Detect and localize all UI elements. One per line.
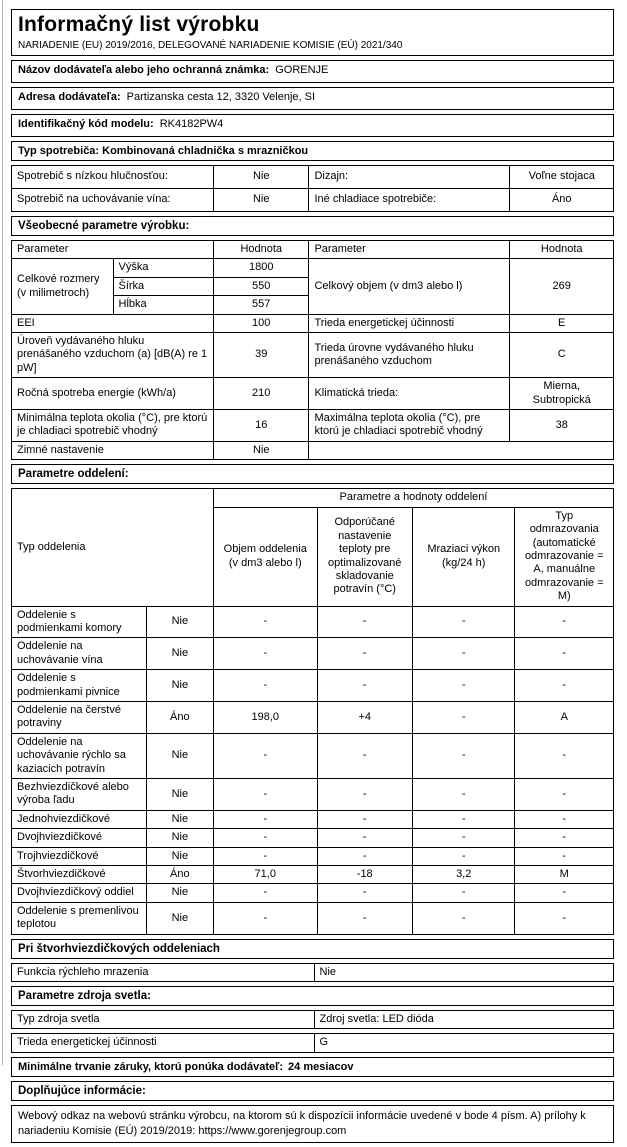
product-fiche-document	[11, 9, 614, 1147]
param-value: G	[314, 1034, 614, 1052]
dimension-name: Šírka	[113, 277, 214, 295]
param-value: 210	[214, 378, 309, 410]
column-header: Typ oddelenia	[12, 489, 214, 606]
model-id-value: RK4182PW4	[159, 118, 224, 130]
compartment-freeze-capacity: 3,2	[412, 866, 515, 884]
compartments-table	[11, 488, 614, 934]
compartment-name: Dvojhviezdičkový oddiel	[12, 884, 147, 902]
section-general-params: Všeobecné parametre výrobku:	[11, 216, 614, 236]
table-row	[12, 963, 614, 981]
compartment-name: Dvojhviezdičkové	[12, 829, 147, 847]
table-row	[12, 606, 614, 638]
table-row	[12, 829, 614, 847]
param-value: Áno	[510, 189, 614, 212]
light-efficiency-table	[11, 1033, 614, 1052]
section-compartments: Parametre oddelení:	[11, 464, 614, 484]
param-label: Trieda úrovne vydávaného hluku prenášaného vzduchom	[309, 333, 510, 378]
compartment-volume: -	[213, 779, 317, 811]
compartment-name: Oddelenie s podmienkami pivnice	[12, 670, 147, 702]
title-block	[11, 9, 614, 56]
compartment-temp: -	[317, 779, 412, 811]
compartment-defrost-type: A	[515, 701, 614, 733]
column-header: Typ odmrazovania (automatické odmrazovanie = A, manuálne odmrazovanie = M)	[515, 507, 614, 606]
table-row	[12, 378, 614, 410]
compartment-defrost-type: -	[515, 829, 614, 847]
compartment-present: Nie	[146, 829, 213, 847]
compartment-freeze-capacity: -	[412, 847, 515, 865]
compartment-defrost-type: -	[515, 810, 614, 828]
compartment-defrost-type: -	[515, 733, 614, 778]
fast-freeze-table	[11, 963, 614, 982]
compartment-volume: 71,0	[213, 866, 317, 884]
compartment-present: Nie	[146, 733, 213, 778]
window-edge-line	[2, 0, 3, 1065]
compartment-present: Nie	[146, 638, 213, 670]
compartment-freeze-capacity: -	[412, 779, 515, 811]
compartment-name: Oddelenie na uchovávanie rýchlo sa kaziacich potravín	[12, 733, 147, 778]
param-label: Spotrebič na uchovávanie vína:	[12, 189, 214, 212]
supplier-name-value: GORENJE	[275, 64, 329, 76]
compartment-name: Štvorhviezdičkové	[12, 866, 147, 884]
appliance-type-row: Typ spotrebiča: Kombinovaná chladnička s mrazničkou	[11, 141, 614, 161]
dimension-value: 550	[214, 277, 309, 295]
model-id-row	[11, 114, 614, 137]
supplier-address-row	[11, 87, 614, 110]
param-value: Nie	[214, 441, 309, 459]
compartment-present: Nie	[146, 847, 213, 865]
compartment-temp: -	[317, 638, 412, 670]
warranty-label: Minimálne trvanie záruky, ktorú ponúka dodávateľ:	[18, 1060, 284, 1073]
compartment-defrost-type: -	[515, 884, 614, 902]
total-volume-label: Celkový objem (v dm3 alebo l)	[309, 259, 510, 314]
table-row	[12, 638, 614, 670]
param-label: Trieda energetickej účinnosti	[12, 1034, 315, 1052]
dimension-name: Hĺbka	[113, 296, 214, 314]
table-row	[12, 902, 614, 934]
compartment-present: Áno	[146, 866, 213, 884]
compartment-present: Nie	[146, 670, 213, 702]
compartment-freeze-capacity: -	[412, 810, 515, 828]
compartment-freeze-capacity: -	[412, 606, 515, 638]
param-label: Typ zdroja svetla	[12, 1011, 315, 1029]
compartment-name: Jednohviezdičkové	[12, 810, 147, 828]
compartment-volume: -	[213, 638, 317, 670]
column-header: Parameter	[12, 241, 214, 259]
compartment-defrost-type: -	[515, 606, 614, 638]
compartment-volume: -	[213, 902, 317, 934]
table-header-row	[12, 489, 614, 507]
param-label: Ročná spotreba energie (kWh/a)	[12, 378, 214, 410]
dimensions-label: Celkové rozmery (v milimetroch)	[12, 259, 114, 314]
total-volume-value: 269	[510, 259, 614, 314]
column-header: Mraziaci výkon (kg/24 h)	[412, 507, 515, 606]
compartment-volume: -	[213, 847, 317, 865]
compartment-temp: -	[317, 829, 412, 847]
column-header: Objem oddelenia (v dm3 alebo l)	[213, 507, 317, 606]
manufacturer-website-note: Webový odkaz na webovú stránku výrobcu, na ktorom sú k dispozícii informácie uvedené v bode 4 písm. A) prílohy k nariadeniu Komisie (EÚ) 2019/2019: https://www.gorenjegroup.com	[11, 1105, 614, 1143]
supplier-name-row	[11, 60, 614, 83]
param-label: Trieda energetickej účinnosti	[309, 314, 510, 332]
param-label: Minimálna teplota okolia (°C), pre ktorú je chladiaci spotrebič vhodný	[12, 410, 214, 442]
group-header: Parametre a hodnoty oddelení	[213, 489, 613, 507]
compartment-defrost-type: M	[515, 866, 614, 884]
compartment-freeze-capacity: -	[412, 670, 515, 702]
regulation-subtitle: NARIADENIE (EU) 2019/2016, DELEGOVANÉ NARIADENIE KOMISIE (EÚ) 2021/340	[18, 40, 403, 51]
table-row	[12, 1034, 614, 1052]
param-label: Úroveň vydávaného hluku prenášaného vzduchom (a) [dB(A) re 1 pW]	[12, 333, 214, 378]
page-title: Informačný list výrobku	[18, 13, 260, 36]
model-id-label: Identifikačný kód modelu:	[18, 118, 154, 130]
table-row	[12, 314, 614, 332]
compartment-name: Bezhviezdičkové alebo výroba ľadu	[12, 779, 147, 811]
table-row	[12, 410, 614, 442]
param-value: C	[510, 333, 614, 378]
table-row	[12, 847, 614, 865]
table-row	[12, 701, 614, 733]
section-light-source: Parametre zdroja svetla:	[11, 986, 614, 1006]
empty-cell	[309, 441, 614, 459]
column-header: Parameter	[309, 241, 510, 259]
compartment-volume: -	[213, 884, 317, 902]
param-value: Zdroj svetla: LED dióda	[314, 1011, 614, 1029]
section-additional-info: Doplňujúce informácie:	[11, 1081, 614, 1101]
compartment-defrost-type: -	[515, 670, 614, 702]
table-row	[12, 1011, 614, 1029]
compartment-volume: -	[213, 670, 317, 702]
compartment-temp: -	[317, 884, 412, 902]
table-row	[12, 884, 614, 902]
compartment-defrost-type: -	[515, 779, 614, 811]
column-header: Odporúčané nastavenie teploty pre optimalizované skladovanie potravín (°C)	[317, 507, 412, 606]
compartment-temp: -	[317, 810, 412, 828]
dimension-name: Výška	[113, 259, 214, 277]
light-source-table	[11, 1010, 614, 1029]
param-label: Zimné nastavenie	[12, 441, 214, 459]
param-label: EEI	[12, 314, 214, 332]
compartment-name: Trojhviezdičkové	[12, 847, 147, 865]
warranty-value: 24 mesiacov	[288, 1060, 354, 1073]
table-row	[12, 733, 614, 778]
compartment-temp: +4	[317, 701, 412, 733]
compartment-present: Nie	[146, 606, 213, 638]
compartment-present: Áno	[146, 701, 213, 733]
param-value: Mierna, Subtropická	[510, 378, 614, 410]
param-label: Iné chladiace spotrebiče:	[309, 189, 510, 212]
general-params-table	[11, 240, 614, 460]
table-row	[12, 166, 614, 189]
compartment-present: Nie	[146, 810, 213, 828]
compartment-temp: -	[317, 670, 412, 702]
supplier-address-value: Partizanska cesta 12, 3320 Velenje, SI	[126, 91, 316, 103]
section-four-star: Pri štvorhviezdičkových oddeleniach	[11, 939, 614, 959]
compartment-defrost-type: -	[515, 847, 614, 865]
param-value: 39	[214, 333, 309, 378]
compartment-freeze-capacity: -	[412, 733, 515, 778]
compartment-temp: -18	[317, 866, 412, 884]
compartment-volume: -	[213, 829, 317, 847]
column-header: Hodnota	[214, 241, 309, 259]
param-value: 16	[214, 410, 309, 442]
dimension-value: 557	[214, 296, 309, 314]
param-label: Funkcia rýchleho mrazenia	[12, 963, 315, 981]
param-value: 100	[214, 314, 309, 332]
param-value: Nie	[214, 189, 309, 212]
table-row	[12, 441, 614, 459]
param-label: Maximálna teplota okolia (°C), pre ktorú je chladiaci spotrebič vhodný	[309, 410, 510, 442]
warranty-row	[11, 1057, 614, 1077]
compartment-name: Oddelenie s premenlivou teplotou	[12, 902, 147, 934]
quick-params-table	[11, 165, 614, 212]
compartment-name: Oddelenie na čerstvé potraviny	[12, 701, 147, 733]
table-row	[12, 259, 614, 277]
compartment-present: Nie	[146, 884, 213, 902]
compartment-temp: -	[317, 733, 412, 778]
compartment-name: Oddelenie na uchovávanie vína	[12, 638, 147, 670]
compartment-present: Nie	[146, 779, 213, 811]
compartment-freeze-capacity: -	[412, 701, 515, 733]
compartment-volume: 198,0	[213, 701, 317, 733]
compartment-temp: -	[317, 847, 412, 865]
compartment-freeze-capacity: -	[412, 884, 515, 902]
table-row	[12, 333, 614, 378]
table-row	[12, 670, 614, 702]
compartment-freeze-capacity: -	[412, 638, 515, 670]
compartment-volume: -	[213, 606, 317, 638]
compartment-defrost-type: -	[515, 902, 614, 934]
param-label: Klimatická trieda:	[309, 378, 510, 410]
column-header: Hodnota	[510, 241, 614, 259]
compartment-name: Oddelenie s podmienkami komory	[12, 606, 147, 638]
compartment-volume: -	[213, 733, 317, 778]
param-value: Nie	[214, 166, 309, 189]
param-label: Spotrebič s nízkou hlučnosťou:	[12, 166, 214, 189]
param-label: Dizajn:	[309, 166, 510, 189]
compartment-freeze-capacity: -	[412, 902, 515, 934]
dimension-value: 1800	[214, 259, 309, 277]
param-value: E	[510, 314, 614, 332]
table-row	[12, 779, 614, 811]
table-header-row	[12, 241, 614, 259]
compartment-defrost-type: -	[515, 638, 614, 670]
compartment-temp: -	[317, 902, 412, 934]
supplier-address-label: Adresa dodávateľa:	[18, 91, 121, 103]
supplier-name-label: Názov dodávateľa alebo jeho ochranná známka:	[18, 64, 270, 76]
compartment-temp: -	[317, 606, 412, 638]
param-value: Nie	[314, 963, 614, 981]
table-row	[12, 189, 614, 212]
param-value: Voľne stojaca	[510, 166, 614, 189]
compartment-present: Nie	[146, 902, 213, 934]
compartment-volume: -	[213, 810, 317, 828]
compartment-freeze-capacity: -	[412, 829, 515, 847]
table-row	[12, 810, 614, 828]
table-row	[12, 866, 614, 884]
param-value: 38	[510, 410, 614, 442]
